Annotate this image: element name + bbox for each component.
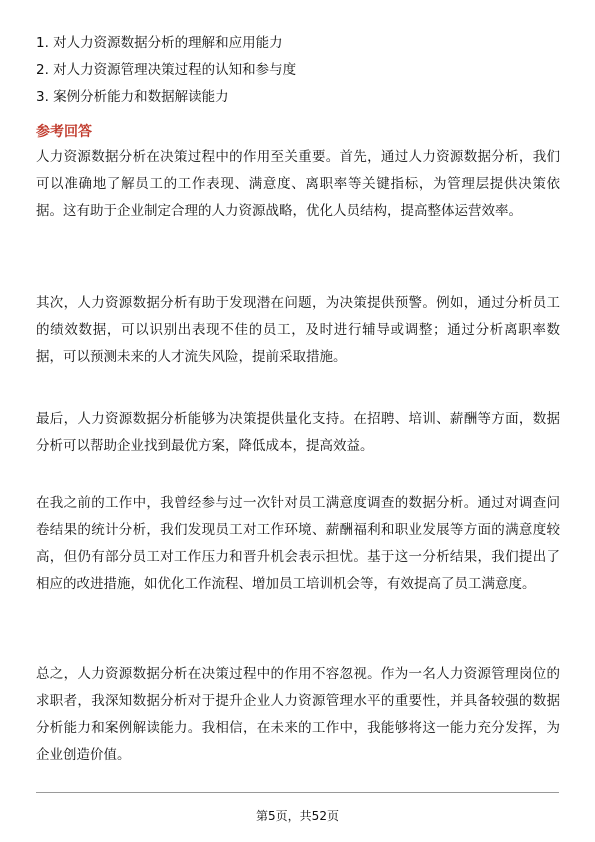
criteria-item: 2. 对人力资源管理决策过程的认知和参与度	[36, 62, 297, 78]
answer-paragraph: 总之，人力资源数据分析在决策过程中的作用不容忽视。作为一名人力资源管理岗位的求职者，我深知数据分析对于提升企业人力资源管理水平的重要性，并具备较强的数据分析能力和案例解读能力。我相信，在未来的工作中，我能够将这一能力充分发挥，为企业创造价值。	[36, 666, 560, 763]
footer-divider	[36, 792, 559, 793]
answer-paragraph: 其次，人力资源数据分析有助于发现潜在问题，为决策提供预警。例如，通过分析员工的绩效数据，可以识别出表现不佳的员工，及时进行辅导或调整；通过分析离职率数据，可以预测未来的人才流失风险，提前采取措施。	[36, 295, 560, 365]
criteria-item: 1. 对人力资源数据分析的理解和应用能力	[36, 35, 283, 51]
answer-paragraph: 最后，人力资源数据分析能够为决策提供量化支持。在招聘、培训、薪酬等方面，数据分析可以帮助企业找到最优方案，降低成本，提高效益。	[36, 411, 560, 454]
page-number: 第5页，共52页	[256, 809, 339, 823]
answer-paragraph: 在我之前的工作中，我曾经参与过一次针对员工满意度调查的数据分析。通过对调查问卷结果的统计分析，我们发现员工对工作环境、薪酬福利和职业发展等方面的满意度较高，但仍有部分员工对工作压力和晋升机会表示担忧。基于这一分析结果，我们提出了相应的改进措施，如优化工作流程、增加员工培训机会等，有效提高了员工满意度。	[36, 495, 560, 592]
answer-heading: 参考回答	[36, 124, 92, 140]
evaluation-criteria-list	[36, 30, 566, 111]
criteria-item: 3. 案例分析能力和数据解读能力	[36, 89, 229, 105]
answer-paragraph: 人力资源数据分析在决策过程中的作用至关重要。首先，通过人力资源数据分析，我们可以准确地了解员工的工作表现、满意度、离职率等关键指标，为管理层提供决策依据。这有助于企业制定合理的人力资源战略，优化人员结构，提高整体运营效率。	[36, 149, 560, 219]
